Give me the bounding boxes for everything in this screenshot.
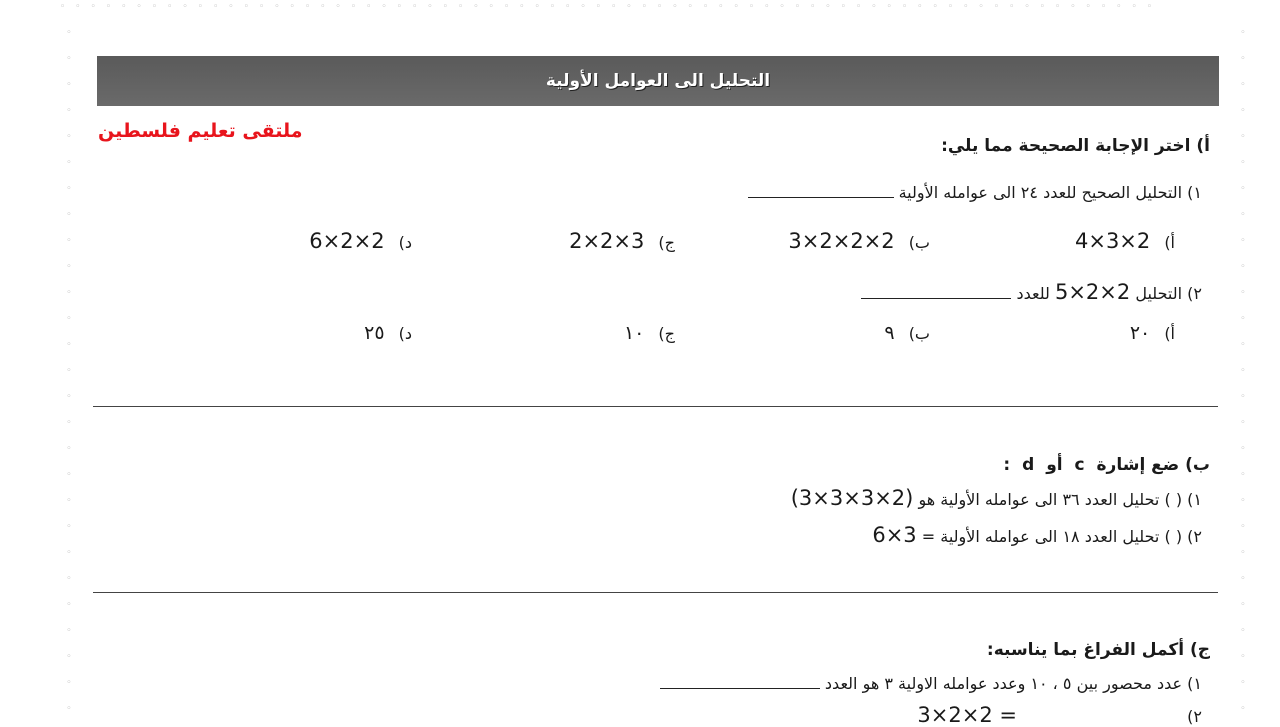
answer-blank	[660, 687, 820, 689]
option-value: 3×2×2×2	[788, 229, 895, 253]
option-label: د)	[398, 324, 412, 343]
answer-blank	[748, 196, 894, 198]
statement-text: تحليل العدد ٣٦ الى عوامله الأولية هو	[918, 490, 1160, 509]
section-divider	[93, 406, 1218, 407]
option-a1-dal	[309, 229, 412, 253]
question-number: ٢)	[1187, 284, 1202, 303]
question-a1	[748, 183, 1203, 202]
item-text: عدد محصور بين ٥ ، ١٠ وعدد عوامله الاولية ٣ هو العدد	[824, 674, 1183, 693]
section-divider	[93, 592, 1218, 593]
page-border-top: ◦◦◦◦◦◦◦◦◦◦◦◦◦◦◦◦◦◦◦◦◦◦◦◦◦◦◦◦◦◦◦◦◦◦◦◦◦◦◦◦◦◦◦◦◦◦◦◦◦◦◦◦◦◦◦◦◦◦◦◦◦◦◦◦◦◦◦◦◦◦◦◦	[60, 2, 1163, 12]
statement-number: ١)	[1187, 490, 1202, 509]
question-text: التحليل الصحيح للعدد ٢٤ الى عوامله الأولية	[898, 183, 1183, 202]
heading-colon: :	[1003, 455, 1011, 475]
heading-text: أو	[1046, 455, 1063, 475]
option-label: أ)	[1164, 233, 1175, 252]
section-b-heading	[1003, 455, 1210, 475]
statement-b2	[872, 523, 1202, 547]
option-value: 6×2×2	[309, 229, 385, 253]
question-number: ١)	[1187, 183, 1202, 202]
statement-expression: 6×3	[872, 523, 917, 547]
option-value: ٢٥	[364, 322, 385, 344]
option-value: 4×3×2	[1074, 229, 1151, 253]
option-a2-dal	[364, 322, 412, 344]
item-expression: 3×2×2 =	[917, 703, 1017, 727]
answer-box[interactable]: ( )	[1164, 490, 1183, 509]
statement-text: تحليل العدد ١٨ الى عوامله الأولية =	[921, 527, 1160, 546]
option-label: ب)	[908, 324, 930, 343]
option-a2-alef	[1130, 322, 1175, 344]
option-a2-ba	[884, 322, 930, 344]
page-title: التحليل الى العوامل الأولية	[545, 71, 771, 91]
statement-expression: (3×3×3×2)	[790, 486, 914, 510]
option-a2-jim	[624, 322, 675, 344]
page-margin	[0, 0, 56, 720]
option-label: ج)	[658, 233, 675, 252]
option-value: ٢٠	[1129, 322, 1151, 344]
answer-blank	[861, 297, 1011, 299]
page-border-right: ◦ ◦ ◦ ◦ ◦ ◦ ◦ ◦ ◦ ◦ ◦ ◦ ◦ ◦ ◦ ◦ ◦ ◦ ◦ ◦ ◦ ◦ ◦ ◦ ◦ ◦ ◦	[1240, 28, 1246, 714]
option-a1-ba	[788, 229, 930, 253]
fill-c2	[917, 703, 1202, 727]
item-number: ١)	[1187, 674, 1202, 693]
option-label: أ)	[1164, 324, 1175, 343]
question-text: للعدد	[1016, 284, 1050, 303]
question-a2	[861, 280, 1202, 304]
option-value: ٩	[884, 322, 895, 344]
watermark: ملتقى تعليم فلسطين	[98, 120, 303, 142]
title-bar	[97, 56, 1219, 106]
answer-box[interactable]: ( )	[1164, 527, 1183, 546]
question-expression: 5×2×2	[1054, 280, 1131, 304]
option-label: د)	[398, 233, 412, 252]
statement-number: ٢)	[1187, 527, 1202, 546]
item-number: ٢)	[1187, 707, 1202, 726]
fill-c1	[660, 674, 1202, 693]
page-border-left: ◦ ◦ ◦ ◦ ◦ ◦ ◦ ◦ ◦ ◦ ◦ ◦ ◦ ◦ ◦ ◦ ◦ ◦ ◦ ◦ ◦ ◦ ◦ ◦ ◦ ◦ ◦	[66, 28, 72, 714]
section-a-heading: أ) اختر الإجابة الصحيحة مما يلي:	[941, 136, 1210, 156]
section-c-heading: ج) أكمل الفراغ بما يناسبه:	[986, 640, 1210, 660]
option-value: ١٠	[623, 322, 645, 344]
option-label: ج)	[658, 324, 675, 343]
statement-b1	[791, 486, 1202, 510]
option-a1-alef	[1075, 229, 1175, 253]
option-a1-jim	[569, 229, 675, 253]
option-label: ب)	[908, 233, 930, 252]
option-value: 2×2×3	[569, 229, 645, 253]
mark-c: c	[1074, 455, 1085, 475]
question-text: التحليل	[1135, 284, 1183, 303]
heading-text: ب) ضع إشارة	[1096, 455, 1210, 475]
mark-d: d	[1022, 455, 1035, 475]
